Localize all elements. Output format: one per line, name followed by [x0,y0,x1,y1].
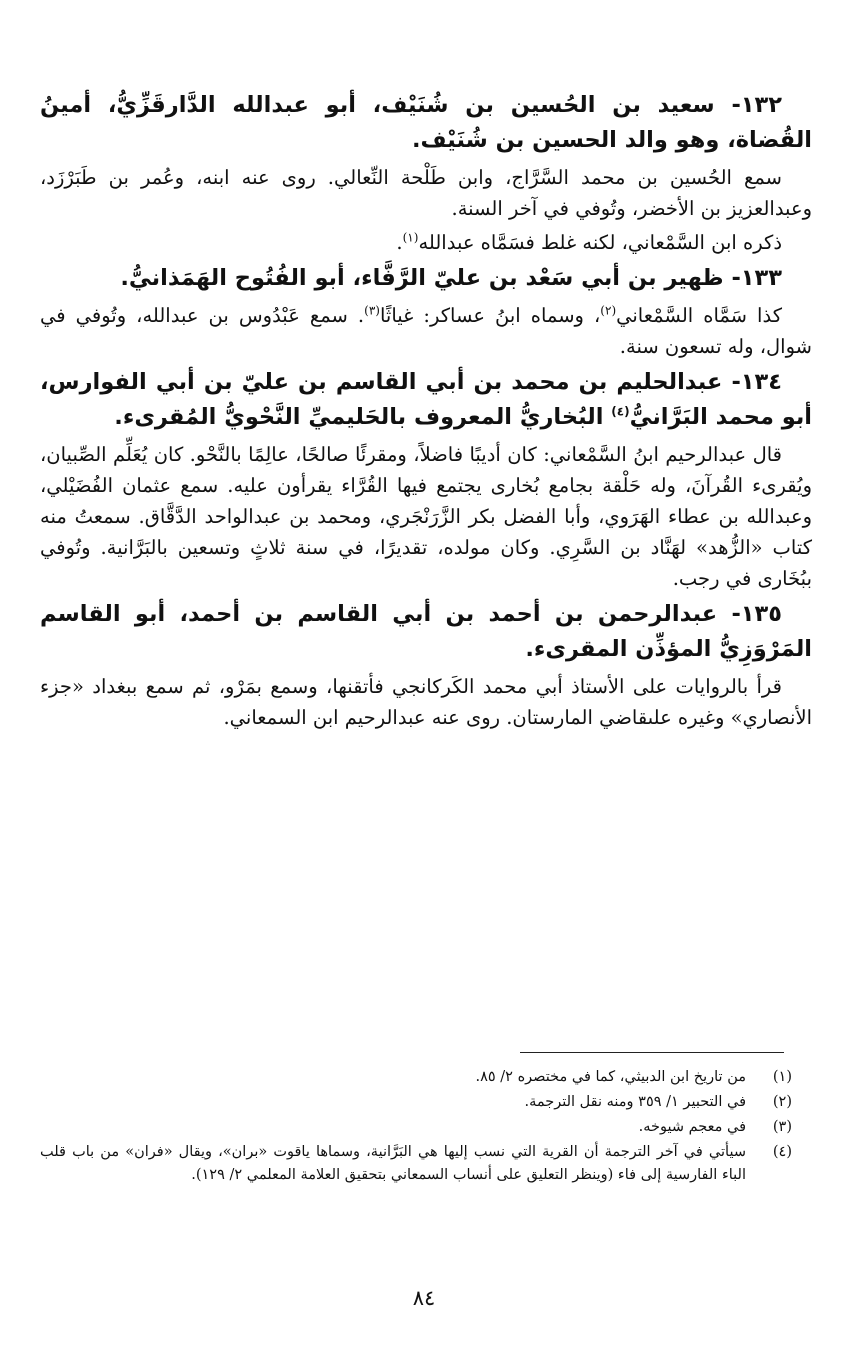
paragraph-text-end: . [396,231,403,254]
footnote-number: (٣) [772,1119,792,1135]
footnote-number: (١) [772,1069,792,1085]
footnote-text: في معجم شيوخه. [638,1119,746,1135]
footnote-4 [40,1141,792,1187]
footnote-number: (٢) [772,1094,792,1110]
footnote-2 [40,1091,792,1114]
entry-paragraph: سمع الحُسين بن محمد السَّرَّاج، وابن طَلْحة النِّعالي. روى عنه ابنه، وعُمر بن طَبَرْزَد، وعبدالعزيز بن الأخضر، وتُوفي في آخر السنة. [40,166,812,220]
entry-paragraph: قرأ بالروايات على الأستاذ أبي محمد الكَركانجي فأتقنها، وسمع بمَرْو، ثم سمع ببغداد «جزء الأنصاري» وغيره علىقاضي المارستان. روى عنه عبدالرحيم ابن السمعاني. [40,675,812,729]
main-text [40,88,812,736]
footnote-number: (٤) [772,1144,792,1160]
entry-paragraph [40,300,812,362]
footnote-ref-2: (٢) [600,303,617,318]
entry-paragraph [40,227,812,258]
paragraph-text: كذا سَمَّاه السَّمْعاني [616,304,782,327]
footnote-3 [40,1116,792,1139]
footnote-1 [40,1066,792,1089]
entry-heading-133: ١٣٣- ظهير بن أبي سَعْد بن عليّ الرَّفَّاء، أبو الفُتُوح الهَمَذانيُّ. [120,265,782,291]
footnote-ref-1: (١) [402,230,419,245]
entry-heading-135: ١٣٥- عبدالرحمن بن أحمد بن أبي القاسم بن أحمد، أبو القاسم المَرْوَزِيُّ المؤذِّن المقرىء. [40,601,812,662]
footnote-divider [520,1052,784,1053]
paragraph-text-mid: ، وسماه ابنُ عساكر: غياثًا [379,304,601,327]
footnote-ref-3: (٣) [364,303,380,318]
entry-heading-134 [40,365,812,435]
heading-text-end: البُخاريُّ المعروف بالحَليميِّ النَّحْويُّ المُقرىء. [114,404,612,430]
footnote-text: سيأتي في آخر الترجمة أن القرية التي نسب إليها هي البَرَّانية، وسماها ياقوت «بران»، ويقال «فران» من باب قلب الباء الفارسية إلى فاء (وينظر التعليق على أنساب السمعاني بتحقيق العلامة المعلمي ٢/ ١٢٩). [40,1144,746,1183]
footnote-text: في التحبير ١/ ٣٥٩ ومنه نقل الترجمة. [524,1094,746,1110]
paragraph-text: ذكره ابن السَّمْعاني، لكنه غلط فسَمَّاه عبدالله [418,231,782,254]
footnotes [40,1066,792,1189]
page-number: ٨٤ [412,1286,436,1310]
footnote-ref-4: (٤) [611,404,630,419]
footnote-text: من تاريخ ابن الدبيثي، كما في مختصره ٢/ ٨٥. [475,1069,746,1085]
entry-heading-132: ١٣٢- سعيد بن الحُسين بن شُنَيْف، أبو عبدالله الدَّارقَزِّيُّ، أمينُ القُضاة، وهو والد الحسين بن شُنَيْف. [40,92,812,153]
paragraph-text-end: . سمع عَبْدُوس بن عبدالله، وتُوفي في شوال، وله تسعون سنة. [40,304,812,358]
entry-paragraph: قال عبدالرحيم ابنُ السَّمْعاني: كان أديبًا فاضلاً، ومقرئًا صالحًا، عالِمًا بالنَّحْو. كان يُعَلِّم الصِّبيان، ويُقرىء القُرآنَ، وله حَلْقة بجامع بُخارى يجتمع فيها القُرَّاء يقرأون عليه. سمع عثمان الفُضَيْلي، وعبدالله بن عطاء الهَرَوي، وأبا الفضل بكر الزَّرَنْجَري، ومحمد بن عبدالواحد الدَّقَّاق. سمعتُ منه كتاب «الزُّهد» لهَنَّاد بن السَّرِي. وكان مولده، تقديرًا، في سنة ثلاثٍ وتسعين بالبَرَّانية. وتُوفي ببُخَارى في رجب. [40,443,812,590]
heading-text: ١٣٤- عبدالحليم بن محمد بن أبي القاسم بن عليّ بن أبي الفوارس، أبو محمد البَرَّانيُّ [40,369,812,430]
